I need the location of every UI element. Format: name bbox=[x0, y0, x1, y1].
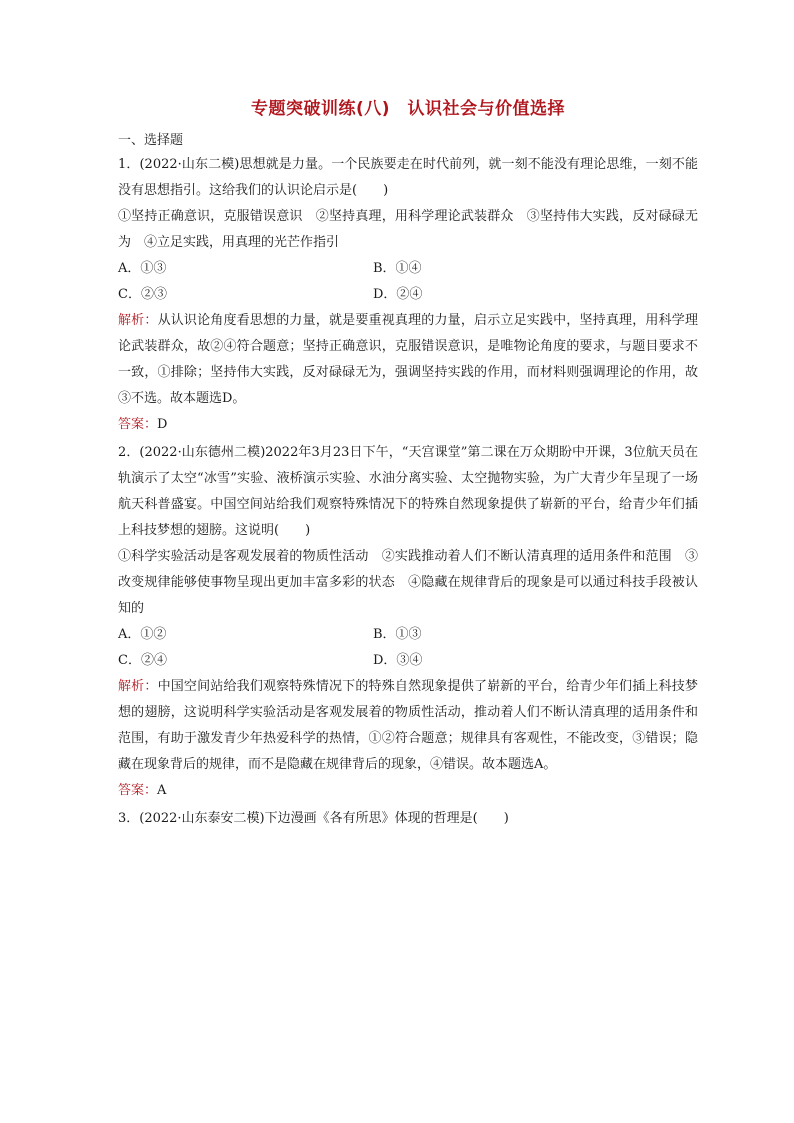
question-1-option-c: C．②③ bbox=[118, 287, 167, 302]
question-2-options-row-1 bbox=[118, 622, 698, 648]
question-2-answer bbox=[118, 778, 698, 804]
question-1-analysis bbox=[118, 308, 698, 412]
analysis-label: 解析： bbox=[118, 679, 158, 694]
question-2-option-a: A．①② bbox=[118, 627, 167, 642]
question-2-answer-value: A bbox=[157, 783, 167, 798]
question-1-statements: ①坚持正确意识，克服错误意识 ②坚持真理，用科学理论武装群众 ③坚持伟大实践，反对碌碌无为 ④立足实践，用真理的光芒作指引 bbox=[118, 209, 698, 250]
question-1-answer bbox=[118, 412, 698, 438]
question-2-option-d: D．③④ bbox=[373, 653, 423, 668]
question-2-analysis-text: 中国空间站给我们观察特殊情况下的特殊自然现象提供了崭新的平台，给青少年们插上科技梦想的翅膀，这说明科学实验活动是客观发展着的物质性活动，推动着人们不断认清真理的适用条件和范围，有助于激发青少年热爱科学的热情，①②符合题意；规律具有客观性，不能改变，③错误；隐藏在现象背后的规律，而不是隐藏在规律背后的现象，④错误。故本题选A。 bbox=[118, 679, 698, 772]
question-2-analysis bbox=[118, 674, 698, 778]
question-1-option-d: D．②④ bbox=[373, 287, 423, 302]
question-1-answer-value: D bbox=[157, 417, 168, 432]
question-1-analysis-text: 从认识论角度看思想的力量，就是要重视真理的力量，启示立足实践中，坚持真理，用科学理论武装群众，故②④符合题意；坚持正确意识，克服错误意识，是唯物论角度的要求，与题目要求不一致，①排除；坚持伟大实践，反对碌碌无为，强调坚持实践的作用，而材料则强调理论的作用，故③不选。故本题选D。 bbox=[118, 313, 698, 406]
question-2-option-c: C．②④ bbox=[118, 653, 167, 668]
section-heading: 一、选择题 bbox=[118, 133, 184, 148]
answer-label: 答案： bbox=[118, 783, 158, 798]
question-2-statements: ①科学实验活动是客观发展着的物质性活动 ②实践推动着人们不断认清真理的适用条件和范围 ③改变规律能够使事物呈现出更加丰富多彩的状态 ④隐藏在规律背后的现象是可以通过科技手段被认知的 bbox=[118, 549, 698, 616]
question-2-option-b: B．①③ bbox=[373, 627, 422, 642]
question-2 bbox=[118, 440, 698, 804]
document-page bbox=[118, 96, 698, 832]
question-1-stem: 1．(2022·山东二模)思想就是力量。一个民族要走在时代前列，就一刻不能没有理论思维，一刻不能没有思想指引。这给我们的认识论启示是( ) bbox=[118, 157, 698, 198]
question-1-options-row-2 bbox=[118, 282, 698, 308]
question-3-stem: 3．(2022·山东泰安二模)下边漫画《各有所思》体现的哲理是( ) bbox=[118, 811, 509, 826]
question-2-options-row-2 bbox=[118, 648, 698, 674]
question-1 bbox=[118, 152, 698, 438]
question-1-option-a: A．①③ bbox=[118, 261, 167, 276]
question-1-options-row-1 bbox=[118, 256, 698, 282]
question-1-option-b: B．①④ bbox=[373, 261, 422, 276]
question-2-stem: 2．(2022·山东德州二模)2022年3月23日下午，“天宫课堂”第二课在万众期盼中开课，3位航天员在轨演示了太空“冰雪”实验、液桥演示实验、水油分离实验、太空抛物实验，为广大青少年呈现了一场航天科普盛宴。中国空间站给我们观察特殊情况下的特殊自然现象提供了崭新的平台，给青少年们插上科技梦想的翅膀。这说明( ) bbox=[118, 445, 698, 538]
answer-label: 答案： bbox=[118, 417, 158, 432]
page-title: 专题突破训练(八) 认识社会与价值选择 bbox=[250, 99, 566, 119]
analysis-label: 解析： bbox=[118, 313, 158, 328]
question-3 bbox=[118, 806, 698, 832]
